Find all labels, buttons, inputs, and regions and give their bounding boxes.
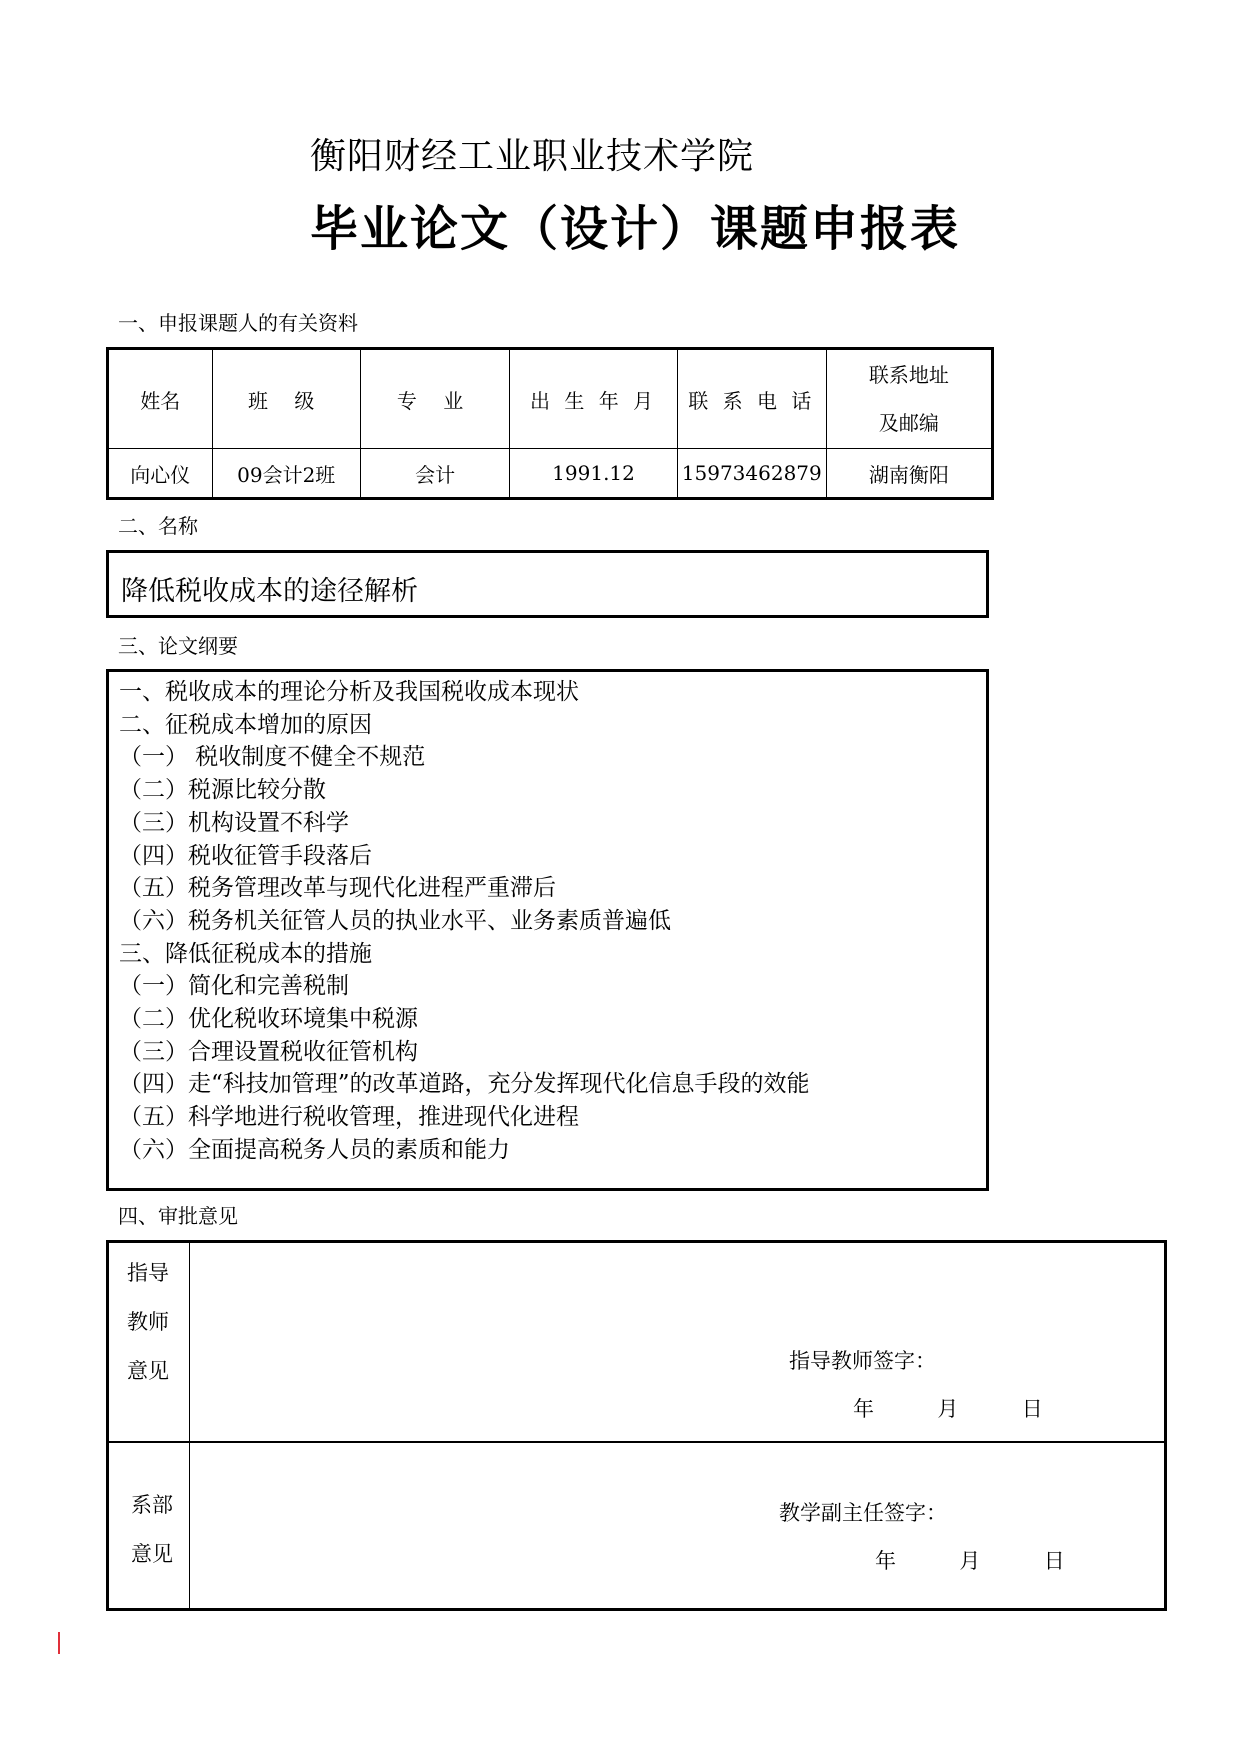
section2-label: 二、名称 (118, 514, 198, 538)
advisor-signature-label: 指导教师签字： (789, 1349, 936, 1373)
header-birth: 出 生 年 月 (510, 349, 678, 449)
department-label-line: 意见 (131, 1542, 173, 1566)
department-date (875, 1545, 1065, 1575)
outline-item: （六）税务机关征管人员的执业水平、业务素质普遍低 (119, 907, 671, 934)
outline-item: 二、征税成本增加的原因 (119, 711, 372, 738)
month-label: 月 (959, 1549, 981, 1573)
day-label: 日 (1021, 1397, 1043, 1421)
outline-item: （二）优化税收环境集中税源 (119, 1006, 418, 1033)
year-label: 年 (875, 1549, 896, 1573)
section4-label: 四、审批意见 (118, 1204, 238, 1228)
outline-list (109, 672, 986, 1167)
outline-item: （一） 税收制度不健全不规范 (119, 744, 426, 771)
header-phone: 联 系 电 话 (677, 349, 826, 449)
department-opinion-label (131, 1481, 173, 1579)
column-divider (189, 1243, 190, 1608)
header-name: 姓名 (108, 349, 213, 449)
thesis-title: 降低税收成本的途径解析 (121, 576, 418, 607)
outline-item: （三）机构设置不科学 (119, 809, 349, 836)
advisor-date (853, 1393, 1043, 1423)
advisor-label-line: 指导 (127, 1261, 169, 1285)
header-major: 专 业 (360, 349, 509, 449)
cell-name: 向心仪 (108, 449, 213, 499)
header-address-line1: 联系地址 (868, 363, 949, 387)
row-divider (109, 1441, 1164, 1443)
cell-major: 会计 (360, 449, 509, 499)
department-signature-label: 教学副主任签字： (779, 1501, 947, 1525)
department-label-line: 系部 (131, 1493, 173, 1517)
margin-mark (58, 1632, 60, 1654)
outline-item: （四）走“科技加管理”的改革道路，充分发挥现代化信息手段的效能 (119, 1071, 810, 1098)
outline-item: （五）税务管理改革与现代化进程严重滞后 (119, 875, 556, 902)
outline-box (106, 669, 989, 1191)
advisor-label-line: 意见 (127, 1359, 169, 1383)
applicant-info-table (106, 347, 994, 500)
cell-address: 湖南衡阳 (826, 449, 992, 499)
cell-birth: 1991.12 (510, 449, 678, 499)
advisor-opinion-label (127, 1249, 169, 1396)
cell-class: 09会计2班 (212, 449, 360, 499)
outline-item: （五）科学地进行税收管理，推进现代化进程 (119, 1104, 579, 1131)
header-class: 班 级 (212, 349, 360, 449)
thesis-title-box (106, 550, 989, 618)
approval-table (106, 1240, 1167, 1611)
form-title: 毕业论文（设计）课题申报表 (310, 201, 961, 257)
day-label: 日 (1043, 1549, 1065, 1573)
outline-item: （四）税收征管手段落后 (119, 842, 372, 869)
outline-item: （三）合理设置税收征管机构 (119, 1038, 418, 1065)
year-label: 年 (853, 1397, 874, 1421)
cell-phone: 15973462879 (677, 449, 826, 499)
header-address (826, 349, 992, 449)
header-address-line2: 及邮编 (878, 411, 939, 435)
advisor-label-line: 教师 (127, 1310, 169, 1334)
school-name: 衡阳财经工业职业技术学院 (310, 136, 755, 177)
outline-item: （六）全面提高税务人员的素质和能力 (119, 1136, 510, 1163)
outline-item: 三、降低征税成本的措施 (119, 940, 372, 967)
section1-label: 一、申报课题人的有关资料 (118, 311, 358, 335)
outline-item: （二）税源比较分散 (119, 777, 326, 804)
outline-item: 一、税收成本的理论分析及我国税收成本现状 (119, 679, 579, 705)
month-label: 月 (937, 1397, 959, 1421)
outline-item: （一）简化和完善税制 (119, 973, 349, 1000)
section3-label: 三、论文纲要 (118, 634, 238, 658)
